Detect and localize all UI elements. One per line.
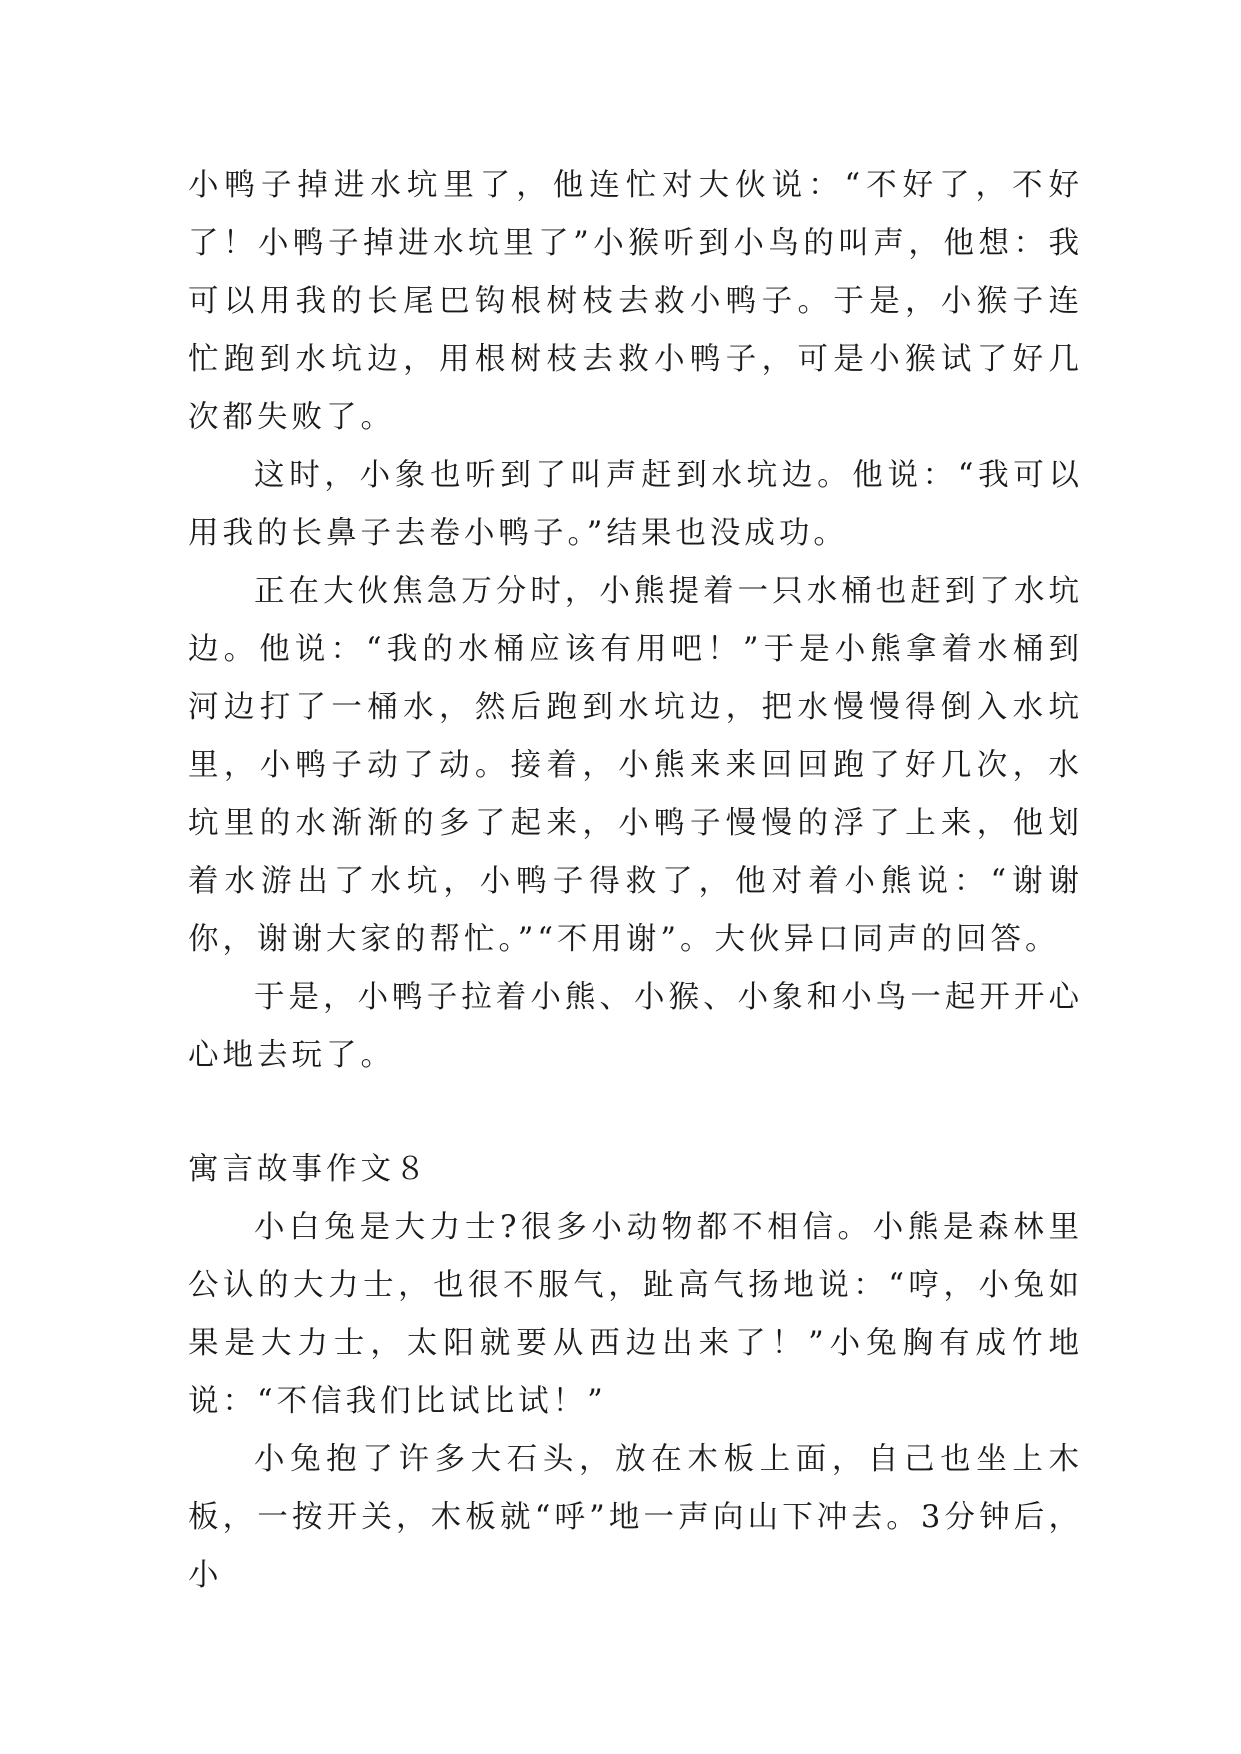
paragraph-2: 这时，小象也听到了叫声赶到水坑边。他说：“我可以用我的长鼻子去卷小鸭子。”结果也没成功。 [188, 458, 1083, 551]
paragraph-5: 小白兔是大力士?很多小动物都不相信。小熊是森林里公认的大力士，也很不服气，趾高气扬地说：“哼，小兔如果是大力士，太阳就要从西边出来了！”小兔胸有成竹地说：“不信我们比试比试！” [188, 1210, 1083, 1419]
paragraph-1: 小鸭子掉进水坑里了，他连忙对大伙说：“不好了，不好了！小鸭子掉进水坑里了”小猴听到小鸟的叫声，他想：我可以用我的长尾巴钩根树枝去救小鸭子。于是，小猴子连忙跑到水坑边，用根树枝去救小鸭子，可是小猴试了好几次都失败了。 [188, 168, 1083, 435]
paragraph-3: 正在大伙焦急万分时，小熊提着一只水桶也赶到了水坑边。他说：“我的水桶应该有用吧！”于是小熊拿着水桶到河边打了一桶水，然后跑到水坑边，把水慢慢得倒入水坑里，小鸭子动了动。接着，小熊来来回回跑了好几次，水坑里的水渐渐的多了起来，小鸭子慢慢的浮了上来，他划着水游出了水坑，小鸭子得救了，他对着小熊说：“谢谢你，谢谢大家的帮忙。”“不用谢”。大伙异口同声的回答。 [188, 574, 1083, 957]
section-heading: 寓言故事作文８ [188, 1152, 430, 1187]
paragraph-4: 于是，小鸭子拉着小熊、小猴、小象和小鸟一起开开心心地去玩了。 [188, 980, 1083, 1073]
document-body [188, 157, 1083, 1605]
paragraph-6: 小兔抱了许多大石头，放在木板上面，自己也坐上木板，一按开关，木板就“呼”地一声向山下冲去。3分钟后，小 [188, 1442, 1083, 1593]
